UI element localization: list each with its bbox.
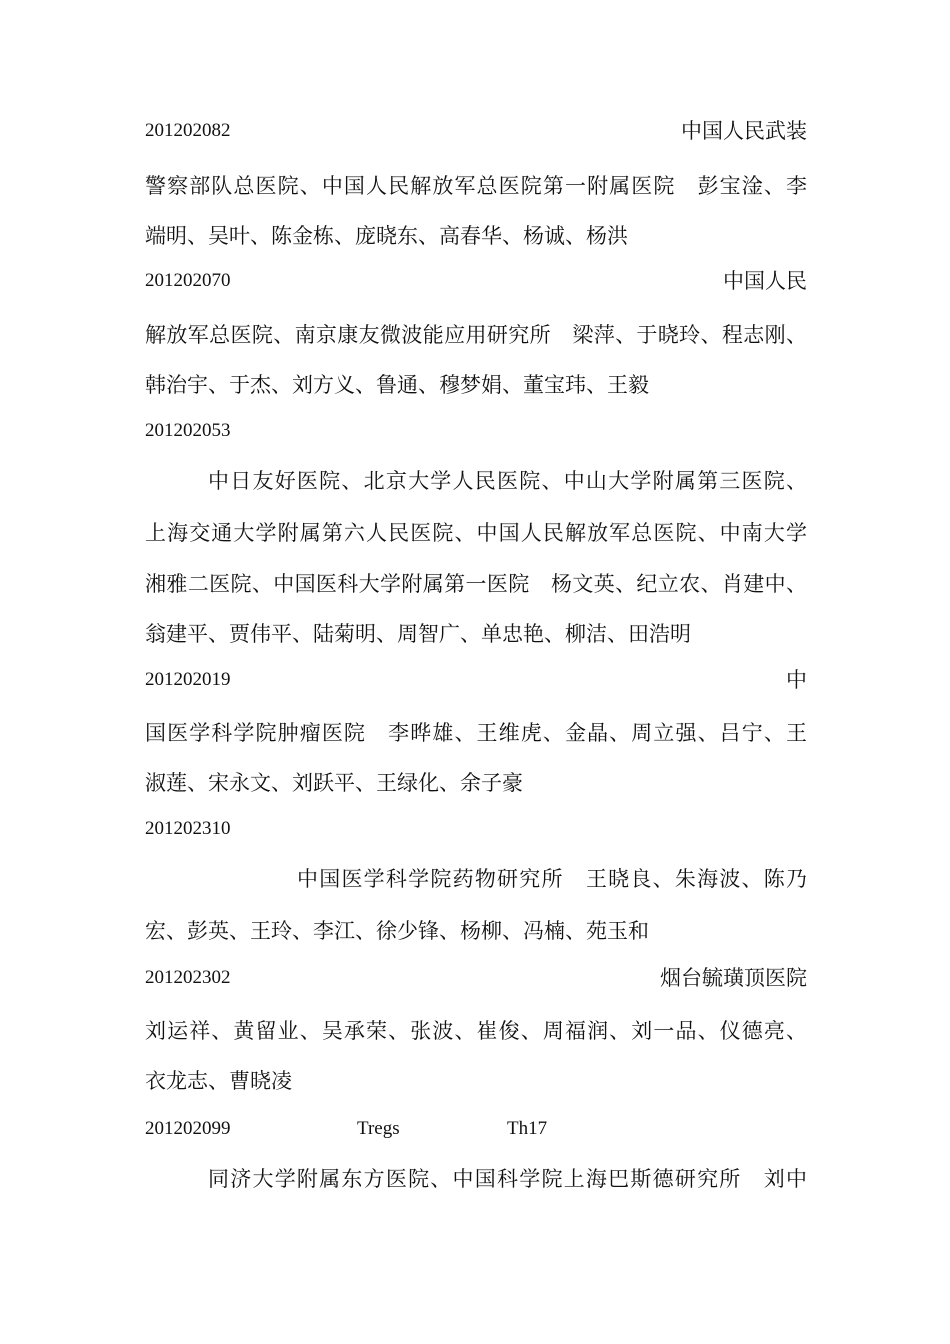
institution-head: 烟台毓璜顶医院 (660, 966, 807, 990)
entry-code: 201202099 (145, 1118, 231, 1139)
entry-text-line: 韩治宇、于杰、刘方义、鲁通、穆梦娟、董宝玮、王毅 (145, 373, 649, 397)
entry-text-line: 淑莲、宋永文、刘跃平、王绿化、余子豪 (145, 771, 523, 795)
entry-code: 201202019 (145, 669, 231, 690)
entry-text-line: 中国医学科学院药物研究所 王晓良、朱海波、陈乃 (297, 867, 807, 891)
entry-header (145, 114, 807, 148)
entry-code: 201202053 (145, 420, 231, 441)
entry-text-line: 宏、彭英、王玲、李江、徐少锋、杨柳、冯楠、苑玉和 (145, 919, 649, 943)
entry-header (145, 663, 807, 697)
entry-header (145, 1112, 807, 1146)
entry-code: 201202070 (145, 270, 231, 291)
entry-text-line: 解放军总医院、南京康友微波能应用研究所 梁萍、于晓玲、程志刚、 (145, 323, 807, 347)
entry-header (145, 264, 807, 298)
entry-text-line: 湘雅二医院、中国医科大学附属第一医院 杨文英、纪立农、肖建中、 (145, 572, 807, 596)
entry-header (145, 812, 807, 846)
entry-text-line: 衣龙志、曹晓凌 (145, 1069, 292, 1093)
entry-text-line: 上海交通大学附属第六人民医院、中国人民解放军总医院、中南大学 (145, 521, 807, 545)
entry-text-line: 翁建平、贾伟平、陆菊明、周智广、单忠艳、柳洁、田浩明 (145, 622, 691, 646)
entry-text-line: 警察部队总医院、中国人民解放军总医院第一附属医院 彭宝淦、李 (145, 174, 807, 198)
entry-header (145, 961, 807, 995)
entry-text-line: 端明、吴叶、陈金栋、庞晓东、高春华、杨诚、杨洪 (145, 224, 628, 248)
entry-text-line: 中日友好医院、北京大学人民医院、中山大学附属第三医院、 (208, 469, 807, 493)
institution-head: 中 (786, 668, 807, 692)
term-label: Th17 (507, 1118, 548, 1139)
entry-text-line: 同济大学附属东方医院、中国科学院上海巴斯德研究所 刘中 (208, 1167, 807, 1191)
entry-text-line: 刘运祥、黄留业、吴承荣、张波、崔俊、周福润、刘一品、仪德亮、 (145, 1019, 807, 1043)
entry-code: 201202082 (145, 120, 231, 141)
entry-code: 201202310 (145, 818, 231, 839)
entry-text-line: 国医学科学院肿瘤医院 李晔雄、王维虎、金晶、周立强、吕宁、王 (145, 721, 807, 745)
term-label: Tregs (357, 1118, 400, 1139)
institution-head: 中国人民武装 (681, 119, 807, 143)
entry-code: 201202302 (145, 967, 231, 988)
institution-head: 中国人民 (723, 269, 807, 293)
entry-header (145, 414, 807, 448)
